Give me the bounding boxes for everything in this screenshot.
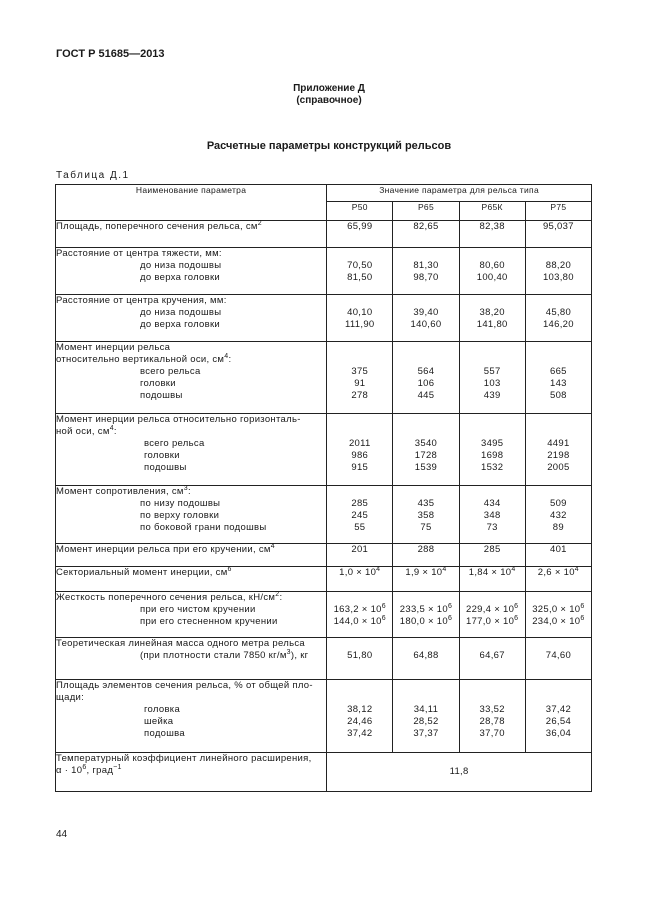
param-name: Момент инерции рельса относительно горизонталь- ной оси, $см^4$: всего рельса головки подошвы xyxy=(56,414,327,486)
value-cell: $229,4 \times 10^6$ $177,0 \times 10^6$ xyxy=(459,592,525,638)
value-cell: 3495 1698 1532 xyxy=(459,414,525,486)
value-cell: $325,0 \times 10^6$ $234,0 \times 10^6$ xyxy=(525,592,591,638)
value-cell: $2,6 \times 10^4$ xyxy=(525,567,591,592)
table-row xyxy=(56,342,592,414)
value-cell: 201 xyxy=(327,544,393,567)
value-cell: 37,42 26,54 36,04 xyxy=(525,680,591,753)
value-cell: 2011 986 915 xyxy=(327,414,393,486)
document-code: ГОСТ Р 51685—2013 xyxy=(56,48,165,60)
param-name: Момент инерции рельса относительно вертикальной оси, $см^4$: всего рельса головки подошвы xyxy=(56,342,327,414)
param-name: Момент сопротивления, $см^3$: по низу подошвы по верху головки по боковой грани подошвы xyxy=(56,486,327,544)
header-type: Р50 xyxy=(327,202,393,221)
table-row xyxy=(56,295,592,342)
header-type: Р65К xyxy=(459,202,525,221)
value-cell: $1,0 \times 10^4$ xyxy=(327,567,393,592)
value-cell: 34,11 28,52 37,37 xyxy=(393,680,459,753)
param-name: Расстояние от центра тяжести, мм: до низа подошвы до верха головки xyxy=(56,248,327,295)
header-type: Р65 xyxy=(393,202,459,221)
value-cell: 435 358 75 xyxy=(393,486,459,544)
param-name: Теоретическая линейная масса одного метра рельса (при плотности стали 7850 $кг/м^3$), кг xyxy=(56,638,327,680)
param-name: Момент инерции рельса при его кручении, $см^4$ xyxy=(56,544,327,567)
header-type: Р75 xyxy=(525,202,591,221)
param-name: Площадь элементов сечения рельса, % от общей пло- щади: головка шейка подошва xyxy=(56,680,327,753)
appendix-title: Приложение Д xyxy=(293,83,365,94)
value-cell: 665 143 508 xyxy=(525,342,591,414)
value-cell: 38,12 24,46 37,42 xyxy=(327,680,393,753)
param-name: Температурный коэффициент линейного расширения, $\alpha \cdot 10^6$, град$^{-1}$ xyxy=(56,753,327,792)
table-row xyxy=(56,567,592,592)
value-cell: 33,52 28,78 37,70 xyxy=(459,680,525,753)
header-value-group: Значение параметра для рельса типа xyxy=(327,185,592,202)
value-cell: 82,38 xyxy=(459,221,525,248)
value-cell: 64,67 xyxy=(459,638,525,680)
value-cell: 40,10 111,90 xyxy=(327,295,393,342)
table-row xyxy=(56,544,592,567)
table-row xyxy=(56,414,592,486)
value-cell: 375 91 278 xyxy=(327,342,393,414)
appendix-subtitle: (справочное) xyxy=(296,95,362,106)
table-row xyxy=(56,638,592,680)
value-cell: $233,5 \times 10^6$ $180,0 \times 10^6$ xyxy=(393,592,459,638)
value-cell: 564 106 445 xyxy=(393,342,459,414)
value-cell: 434 348 73 xyxy=(459,486,525,544)
value-cell: 81,30 98,70 xyxy=(393,248,459,295)
page-number: 44 xyxy=(56,829,68,840)
table-row xyxy=(56,221,592,248)
param-name: Жесткость поперечного сечения рельса, $кН/см^2$: при его чистом кручении при его стесненном кручении xyxy=(56,592,327,638)
value-cell: 38,20 141,80 xyxy=(459,295,525,342)
value-cell: 88,20 103,80 xyxy=(525,248,591,295)
value-cell: 3540 1728 1539 xyxy=(393,414,459,486)
value-cell: 51,80 xyxy=(327,638,393,680)
table-header-row xyxy=(56,185,592,202)
value-cell: 285 245 55 xyxy=(327,486,393,544)
table-row xyxy=(56,753,592,792)
value-cell: 288 xyxy=(393,544,459,567)
param-name: Секториальный момент инерции, $см^6$ xyxy=(56,567,327,592)
value-cell: 285 xyxy=(459,544,525,567)
table-label: Таблица Д.1 xyxy=(56,170,130,181)
value-cell: 4491 2198 2005 xyxy=(525,414,591,486)
value-cell: 39,40 140,60 xyxy=(393,295,459,342)
value-cell: 80,60 100,40 xyxy=(459,248,525,295)
value-cell: 64,88 xyxy=(393,638,459,680)
table-row xyxy=(56,592,592,638)
table-row xyxy=(56,248,592,295)
value-cell: 45,80 146,20 xyxy=(525,295,591,342)
table-row xyxy=(56,680,592,753)
value-cell: $163,2 \times 10^6$ $144,0 \times 10^6$ xyxy=(327,592,393,638)
parameters-table xyxy=(55,184,592,792)
value-cell: 401 xyxy=(525,544,591,567)
param-name: Расстояние от центра кручения, мм: до низа подошвы до верха головки xyxy=(56,295,327,342)
value-cell: 509 432 89 xyxy=(525,486,591,544)
value-cell: 74,60 xyxy=(525,638,591,680)
table-row xyxy=(56,486,592,544)
value-cell-merged: 11,8 xyxy=(327,753,592,792)
param-name: Площадь, поперечного сечения рельса, $см^2$ xyxy=(56,221,327,248)
value-cell: 557 103 439 xyxy=(459,342,525,414)
value-cell: 95,037 xyxy=(525,221,591,248)
value-cell: 82,65 xyxy=(393,221,459,248)
value-cell: $1,9 \times 10^4$ xyxy=(393,567,459,592)
value-cell: 65,99 xyxy=(327,221,393,248)
value-cell: 70,50 81,50 xyxy=(327,248,393,295)
header-param-name: Наименование параметра xyxy=(56,185,327,221)
page-title: Расчетные параметры конструкций рельсов xyxy=(206,140,452,152)
value-cell: $1,84 \times 10^4$ xyxy=(459,567,525,592)
